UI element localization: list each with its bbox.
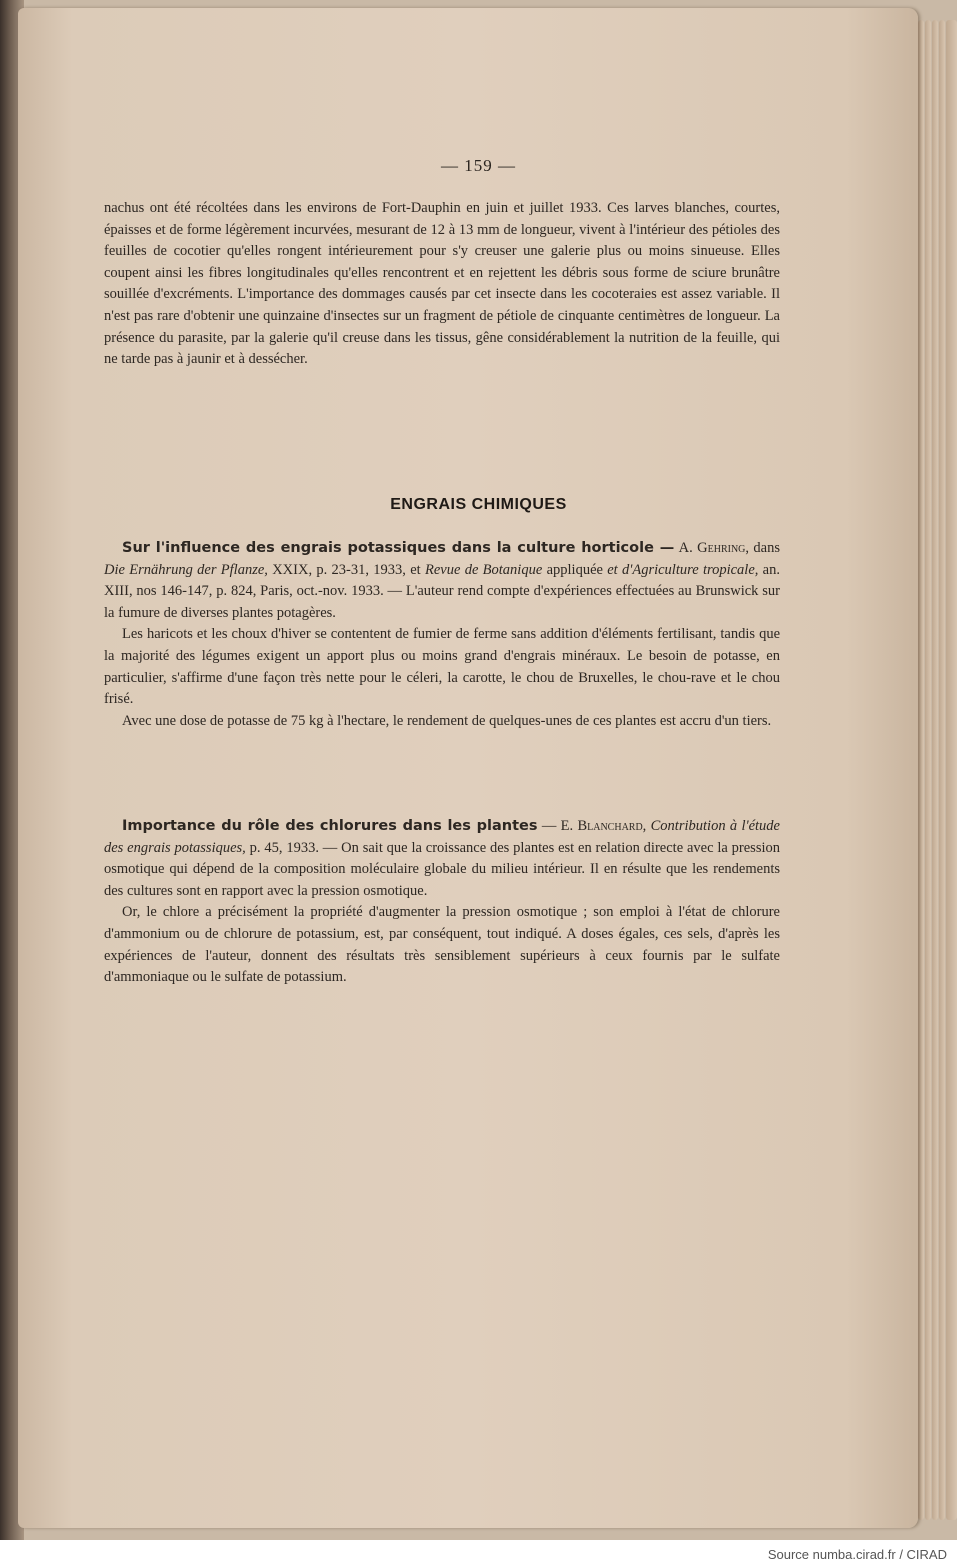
article-author: Blanchard, bbox=[577, 818, 647, 834]
article-ref-text: appliquée bbox=[542, 561, 608, 578]
article-potassium-lead bbox=[104, 538, 780, 624]
article-ref-text: p. 45, 1933. — On sait que la croissance des plantes est en relation directe avec la pression osmotique qui dépend de la composition moléculaire globale du milieu intérieur. Il en résulte que les rendements des cultures sont en rapport avec la pression osmotique. bbox=[104, 839, 780, 899]
page-edge bbox=[946, 20, 957, 1520]
article-author: A. Gehring, bbox=[678, 540, 750, 556]
page-number: — 159 — bbox=[441, 156, 516, 175]
article-title: Sur l'influence des engrais potassiques dans la culture horticole — bbox=[122, 540, 675, 556]
source-credit: Source numba.cirad.fr / CIRAD bbox=[767, 1547, 947, 1562]
article-ref-text: — E. bbox=[537, 818, 578, 834]
page-edge bbox=[925, 20, 931, 1520]
article-journal: Die Ernährung der Pflanze, bbox=[104, 561, 268, 578]
article-ref-text: an. XIII, nos 146-147, p. 824, Paris, oct.-nov. 1933. — L'auteur rend compte d'expériences effectuées au Brunswick sur la fumure de diverses plantes potagères. bbox=[104, 561, 780, 621]
article-work: Contribution à l'étude des engrais potassiques, bbox=[104, 818, 780, 856]
article-paragraph: Avec une dose de potasse de 75 kg à l'hectare, le rendement de quelques-unes de ces plantes est accru d'un tiers. bbox=[122, 712, 772, 729]
page-edge bbox=[932, 20, 938, 1520]
article-journal: Revue de Botanique bbox=[424, 561, 543, 578]
article-ref-text: XXIX, p. 23-31, 1933, et bbox=[267, 561, 425, 578]
article-chlorides-lead bbox=[104, 816, 780, 902]
article-potassium bbox=[104, 538, 780, 732]
article-paragraph: Or, le chlore a précisément la propriété d'augmenter la pression osmotique ; son emploi à l'état de chlorure d'ammonium ou de chlorure de potassium, est, par conséquent, tout indiqué. A doses égales, ces sels, d'après les expériences de l'auteur, donnent des résultats très sensiblement supérieurs à ceux fournis par le sulfate d'ammoniaque ou le sulfate de potassium. bbox=[104, 904, 780, 986]
article-title: Importance du rôle des chlorures dans les plantes bbox=[122, 818, 538, 834]
intro-paragraph: nachus ont été récoltées dans les environs de Fort-Dauphin en juin et juillet 1933. Ces larves blanches, courtes, épaisses et de forme légèrement incurvées, mesurant de 12 à 13 mm de longueur, vivent à l'intérieur des pétioles des feuilles de cocotier qu'elles rongent intérieurement pour s'y creuser une galerie plus ou moins sinueuse. Elles coupent ainsi les fibres longitudinales qu'elles rencontrent et en rejettent les débris sous forme de sciure brunâtre souillée d'excréments. L'importance des dommages causés par cet insecte dans les cocoteraies est assez variable. Il n'est pas rare d'obtenir une quinzaine d'insectes sur un fragment de pétiole de cinquante centimètres de longueur. La présence du parasite, par la galerie qu'il creuse dans les tissus, gêne considérablement la nutrition de la feuille, qui ne tarde pas à jaunir et à dessécher. bbox=[104, 200, 780, 368]
article-chlorides bbox=[104, 816, 780, 989]
page-edge bbox=[918, 20, 924, 1520]
section-heading: ENGRAIS CHIMIQUES bbox=[390, 496, 567, 513]
page-edge bbox=[939, 20, 945, 1520]
article-ref-text: dans bbox=[749, 540, 781, 556]
article-journal: et d'Agriculture tropicale, bbox=[607, 561, 759, 578]
intro-paragraph-block bbox=[104, 198, 780, 371]
article-paragraph: Les haricots et les choux d'hiver se contentent de fumier de ferme sans addition d'éléments fertilisant, tandis que la majorité des légumes exigent un apport plus ou moins grand d'engrais minéraux. Le besoin de potasse, en particulier, s'affirme d'une façon très nette pour le céleri, la carotte, le chou de Bruxelles, le chou-rave et le chou frisé. bbox=[104, 626, 780, 708]
